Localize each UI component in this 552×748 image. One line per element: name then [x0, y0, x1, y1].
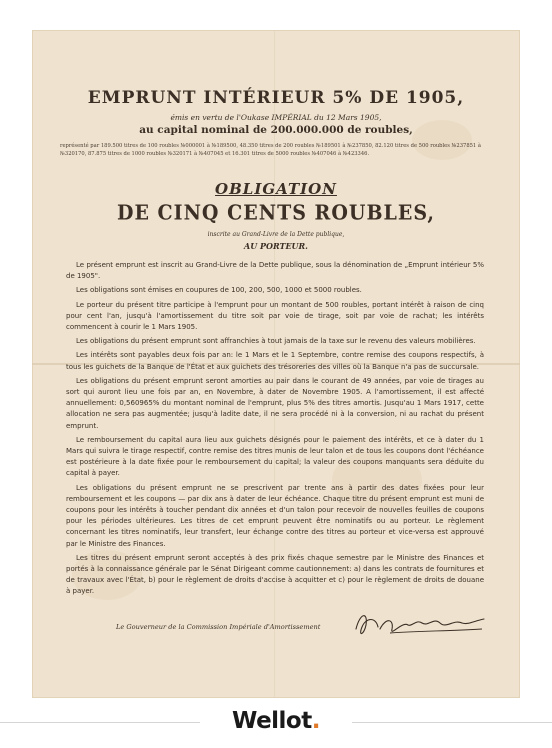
bond-terms [66, 260, 484, 601]
bond-details: représenté par 189.500 titres de 100 roubles №000001 à №189500, 48.350 titres de 200 roubles №189501 à №237850, 82.120 titres de 500 roubles №237851 à №320170, 87.875 titres de 1000 roubles №320171 à №407045 et 16.301 titres de 5000 roubles №407046 à №423346. [60, 143, 481, 157]
bond-capital: au capital nominal de 200.000.000 de roubles, [139, 124, 413, 136]
term-paragraph: Les obligations du présent emprunt seront amorties au pair dans le courant de 49 années, par voie de tirages au sort qui auront lieu une fois par an, en Novembre, à dater de Novembre 1905. A l'amortissement, il est affecté annuellement: 0,560965% du montant nominal de l'emprunt, plus 5% des titres amortis. Jusqu'au 1 Mars 1917, cette allocation ne sera pas augmentée; jusqu'à ladite date, il ne sera procédé ni à la conversion, ni au rachat du présent emprunt. [66, 376, 484, 430]
obligation-heading: OBLIGATION [215, 180, 337, 198]
bond-title: EMPRUNT INTÉRIEUR 5% DE 1905, [87, 88, 465, 108]
brand-logo [0, 708, 552, 734]
term-paragraph: Les titres du présent emprunt seront acceptés à des prix fixés chaque semestre par le Ministre des Finances et portés à la connaissance générale par le Sénat Dirigeant comme cautionnement: a) dans les contrats de fournitures et de travaux avec l'État, b) pour le règlement de droits d'accise à acquitter et c) pour le règlement de droits de douane à payer. [66, 553, 484, 596]
term-paragraph: Les obligations sont émises en coupures de 100, 200, 500, 1000 et 5000 roubles. [76, 286, 362, 295]
bond-subtitle: émis en vertu de l'Oukase IMPÉRIAL du 12 Mars 1905, [170, 113, 382, 122]
term-paragraph: Le présent emprunt est inscrit au Grand-Livre de la Dette publique, sous la dénomination de „Emprunt intérieur 5% de 1905". [66, 261, 484, 281]
term-paragraph: Le porteur du présent titre participe à l'emprunt pour un montant de 500 roubles, portant intérêt à raison de cinq pour cent l'an, jusqu'à l'amortissement du titre soit par voie de tirage, soit par voie de rachat; les intérêts commencent à courir le 1 Mars 1905. [66, 300, 484, 332]
inscription-note: inscrite au Grand-Livre de la Dette publique, [207, 231, 345, 238]
bond-certificate [32, 30, 520, 698]
term-paragraph: Les intérêts sont payables deux fois par an: le 1 Mars et le 1 Septembre, contre remise des coupons respectifs, à tous les guichets de la Banque de l'État et aux guichets des trésoreries des villes où la Banque n'a pas de succursale. [66, 351, 484, 371]
bearer-note: AU PORTEUR. [244, 241, 308, 251]
handwritten-signature [350, 607, 490, 641]
term-paragraph: Le remboursement du capital aura lieu aux guichets désignés pour le paiement des intérêts, et ce à dater du 1 Mars qui suivra le tirage respectif, contre remise des titres munis de leur talon et de tous les coupons dont l'échéance est postérieure à la date fixée pour le remboursement du capital; la valeur des coupons manquants sera déduite du capital à payer. [66, 435, 484, 478]
brand-name: Wellot [232, 708, 312, 734]
term-paragraph: Les obligations du présent emprunt sont affranchies à tout jamais de la taxe sur le revenu des valeurs mobilières. [76, 337, 476, 346]
signature-caption: Le Gouverneur de la Commission Impériale d'Amortissement [116, 623, 321, 631]
brand-dot: . [311, 708, 320, 734]
denomination-heading: DE CINQ CENTS ROUBLES, [116, 200, 436, 226]
term-paragraph: Les obligations du présent emprunt ne se prescrivent par trente ans à partir des dates fixées pour leur remboursement et les coupons — par dix ans à dater de leur échéance. Chaque titre du présent emprunt est muni de coupons pour les intérêts à toucher pendant dix années et d'un talon pour recevoir de nouvelles feuilles de coupons pour les périodes ultérieures. Les titres de cet emprunt peuvent être nominatifs ou au porteur. Le règlement concernant les titres nominatifs, leur transfert, leur échange contre des titres au porteur et vice-versa est approuvé par le Ministre des Finances. [66, 483, 484, 548]
